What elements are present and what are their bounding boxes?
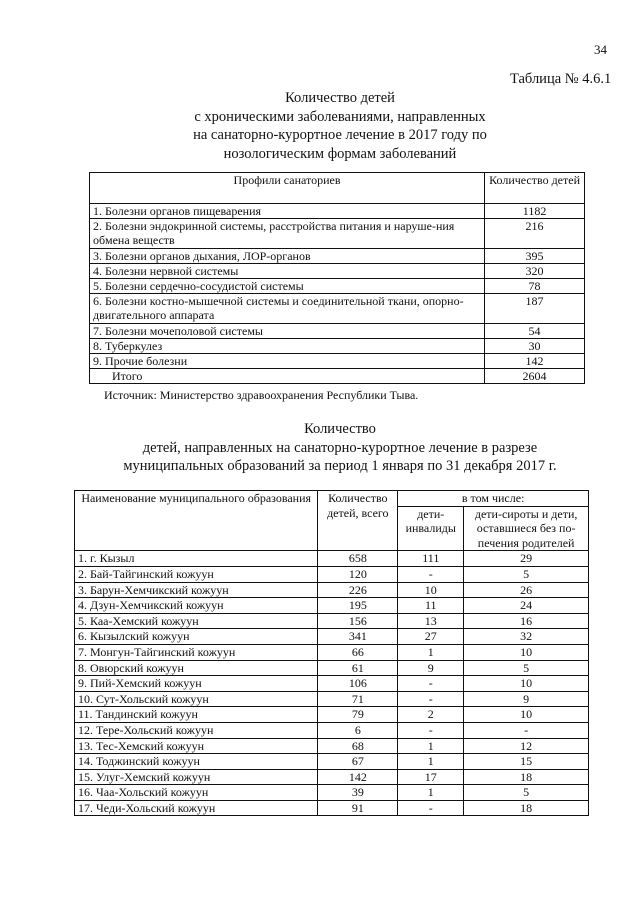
children-disabled: 1 <box>398 785 464 801</box>
municipality-name: 1. г. Кызыл <box>75 551 318 567</box>
table-row <box>90 294 585 323</box>
table2-header-disabled: дети-инвалиды <box>398 506 464 551</box>
children-total: 79 <box>318 707 398 723</box>
children-disabled: 1 <box>398 644 464 660</box>
title1-line: Количество детей <box>285 90 395 106</box>
table2-header-name: Наименование муниципального образования <box>75 491 318 551</box>
children-total: 106 <box>318 676 398 692</box>
children-total: 67 <box>318 754 398 770</box>
total-value: 2604 <box>485 369 585 384</box>
table-row <box>75 566 589 582</box>
children-orphans: 10 <box>464 676 589 692</box>
children-orphans: 9 <box>464 691 589 707</box>
row-label: 8. Туберкулез <box>90 338 485 353</box>
children-disabled: 13 <box>398 613 464 629</box>
row-value: 216 <box>485 219 585 248</box>
municipalities-table <box>74 490 589 816</box>
municipality-name: 3. Барун-Хемчикский кожуун <box>75 582 318 598</box>
children-total: 6 <box>318 722 398 738</box>
children-total: 226 <box>318 582 398 598</box>
table1-header-row <box>90 173 585 204</box>
table-row <box>90 323 585 338</box>
row-value: 54 <box>485 323 585 338</box>
children-orphans: 15 <box>464 754 589 770</box>
table-row <box>90 219 585 248</box>
table-number: Таблица № 4.6.1 <box>510 71 612 87</box>
children-total: 39 <box>318 785 398 801</box>
table2-title <box>70 420 610 476</box>
table-row <box>75 613 589 629</box>
children-disabled: 2 <box>398 707 464 723</box>
table1-title <box>110 89 570 163</box>
children-disabled: 17 <box>398 769 464 785</box>
municipality-name: 7. Монгун-Тайгинский кожуун <box>75 644 318 660</box>
children-orphans: 18 <box>464 769 589 785</box>
children-total: 91 <box>318 800 398 816</box>
children-orphans: 12 <box>464 738 589 754</box>
page-number: 34 <box>594 42 607 57</box>
table1-header-count: Количество детей <box>485 173 585 204</box>
table-row <box>75 754 589 770</box>
municipality-name: 12. Тере-Хольский кожуун <box>75 722 318 738</box>
children-orphans: - <box>464 722 589 738</box>
children-orphans: 32 <box>464 629 589 645</box>
table2-header-row <box>75 491 589 507</box>
municipality-name: 10. Сут-Хольский кожуун <box>75 691 318 707</box>
row-label: 2. Болезни эндокринной системы, расстройства питания и наруше-ния обмена веществ <box>90 219 485 248</box>
children-disabled: 111 <box>398 551 464 567</box>
children-disabled: - <box>398 566 464 582</box>
children-disabled: - <box>398 676 464 692</box>
row-value: 1182 <box>485 204 585 219</box>
children-disabled: - <box>398 800 464 816</box>
table-row <box>90 354 585 369</box>
children-total: 66 <box>318 644 398 660</box>
children-total: 658 <box>318 551 398 567</box>
children-disabled: 9 <box>398 660 464 676</box>
table-row <box>75 660 589 676</box>
row-value: 320 <box>485 263 585 278</box>
table-row <box>75 691 589 707</box>
source-note: Источник: Министерство здравоохранения Республики Тыва. <box>104 388 419 402</box>
children-orphans: 26 <box>464 582 589 598</box>
children-orphans: 10 <box>464 707 589 723</box>
children-disabled: 1 <box>398 738 464 754</box>
children-orphans: 10 <box>464 644 589 660</box>
children-orphans: 5 <box>464 660 589 676</box>
children-total: 195 <box>318 598 398 614</box>
children-orphans: 18 <box>464 800 589 816</box>
children-orphans: 24 <box>464 598 589 614</box>
row-label: 5. Болезни сердечно-сосудистой системы <box>90 279 485 294</box>
row-value: 395 <box>485 248 585 263</box>
children-total: 142 <box>318 769 398 785</box>
title2-line: муниципальных образований за период 1 января по 31 декабря 2017 г. <box>123 458 557 474</box>
children-total: 120 <box>318 566 398 582</box>
table-row <box>75 644 589 660</box>
municipality-name: 6. Кызылский кожуун <box>75 629 318 645</box>
table-row <box>75 707 589 723</box>
municipality-name: 11. Тандинский кожуун <box>75 707 318 723</box>
table-row <box>90 248 585 263</box>
title1-line: с хроническими заболеваниями, направленных <box>194 108 486 125</box>
municipality-name: 2. Бай-Тайгинский кожуун <box>75 566 318 582</box>
municipality-name: 4. Дзун-Хемчикский кожуун <box>75 598 318 614</box>
table-row <box>75 738 589 754</box>
title1-line: нозологическим формам заболеваний <box>223 145 457 162</box>
row-label: 7. Болезни мочеполовой системы <box>90 323 485 338</box>
municipality-name: 9. Пий-Хемский кожуун <box>75 676 318 692</box>
title2-line: Количество <box>304 421 376 437</box>
children-orphans: 29 <box>464 551 589 567</box>
children-disabled: 27 <box>398 629 464 645</box>
municipality-name: 13. Тес-Хемский кожуун <box>75 738 318 754</box>
row-value: 187 <box>485 294 585 323</box>
row-label: 1. Болезни органов пищеварения <box>90 204 485 219</box>
municipality-name: 16. Чаа-Хольский кожуун <box>75 785 318 801</box>
table-row <box>90 338 585 353</box>
table-row <box>75 629 589 645</box>
table-row <box>90 263 585 278</box>
table2-header-including: в том числе: <box>398 491 589 507</box>
children-disabled: - <box>398 691 464 707</box>
children-total: 341 <box>318 629 398 645</box>
table-row <box>75 598 589 614</box>
table-row <box>75 676 589 692</box>
children-orphans: 5 <box>464 566 589 582</box>
children-total: 68 <box>318 738 398 754</box>
table-row <box>75 582 589 598</box>
row-label: 4. Болезни нервной системы <box>90 263 485 278</box>
total-row <box>90 369 585 384</box>
row-label: 9. Прочие болезни <box>90 354 485 369</box>
children-disabled: 1 <box>398 754 464 770</box>
table-row <box>90 279 585 294</box>
table-row <box>75 785 589 801</box>
municipality-name: 14. Тоджинский кожуун <box>75 754 318 770</box>
title2-line: детей, направленных на санаторно-курортное лечение в разрезе <box>142 439 538 456</box>
municipality-name: 8. Овюрский кожуун <box>75 660 318 676</box>
municipality-name: 15. Улуг-Хемский кожуун <box>75 769 318 785</box>
row-value: 78 <box>485 279 585 294</box>
children-total: 156 <box>318 613 398 629</box>
table2-header-total: Количество детей, всего <box>318 491 398 551</box>
title1-line: на санаторно-курортное лечение в 2017 году по <box>193 127 487 143</box>
row-value: 142 <box>485 354 585 369</box>
table-row <box>75 722 589 738</box>
children-orphans: 16 <box>464 613 589 629</box>
municipality-name: 5. Каа-Хемский кожуун <box>75 613 318 629</box>
table-row <box>75 800 589 816</box>
table-row <box>75 551 589 567</box>
children-total: 61 <box>318 660 398 676</box>
children-total: 71 <box>318 691 398 707</box>
table-row <box>75 769 589 785</box>
children-disabled: 10 <box>398 582 464 598</box>
children-orphans: 5 <box>464 785 589 801</box>
table-row <box>90 204 585 219</box>
row-value: 30 <box>485 338 585 353</box>
sanatorium-profiles-table <box>89 172 585 384</box>
row-label: 6. Болезни костно-мышечной системы и соединительной ткани, опорно-двигательного аппарата <box>90 294 485 323</box>
municipality-name: 17. Чеди-Хольский кожуун <box>75 800 318 816</box>
children-disabled: 11 <box>398 598 464 614</box>
table1-header-profile: Профили санаториев <box>90 173 485 204</box>
table2-header-orphans: дети-сироты и дети, оставшиеся без по-печения родителей <box>464 506 589 551</box>
row-label: 3. Болезни органов дыхания, ЛОР-органов <box>90 248 485 263</box>
total-label: Итого <box>90 369 485 384</box>
children-disabled: - <box>398 722 464 738</box>
